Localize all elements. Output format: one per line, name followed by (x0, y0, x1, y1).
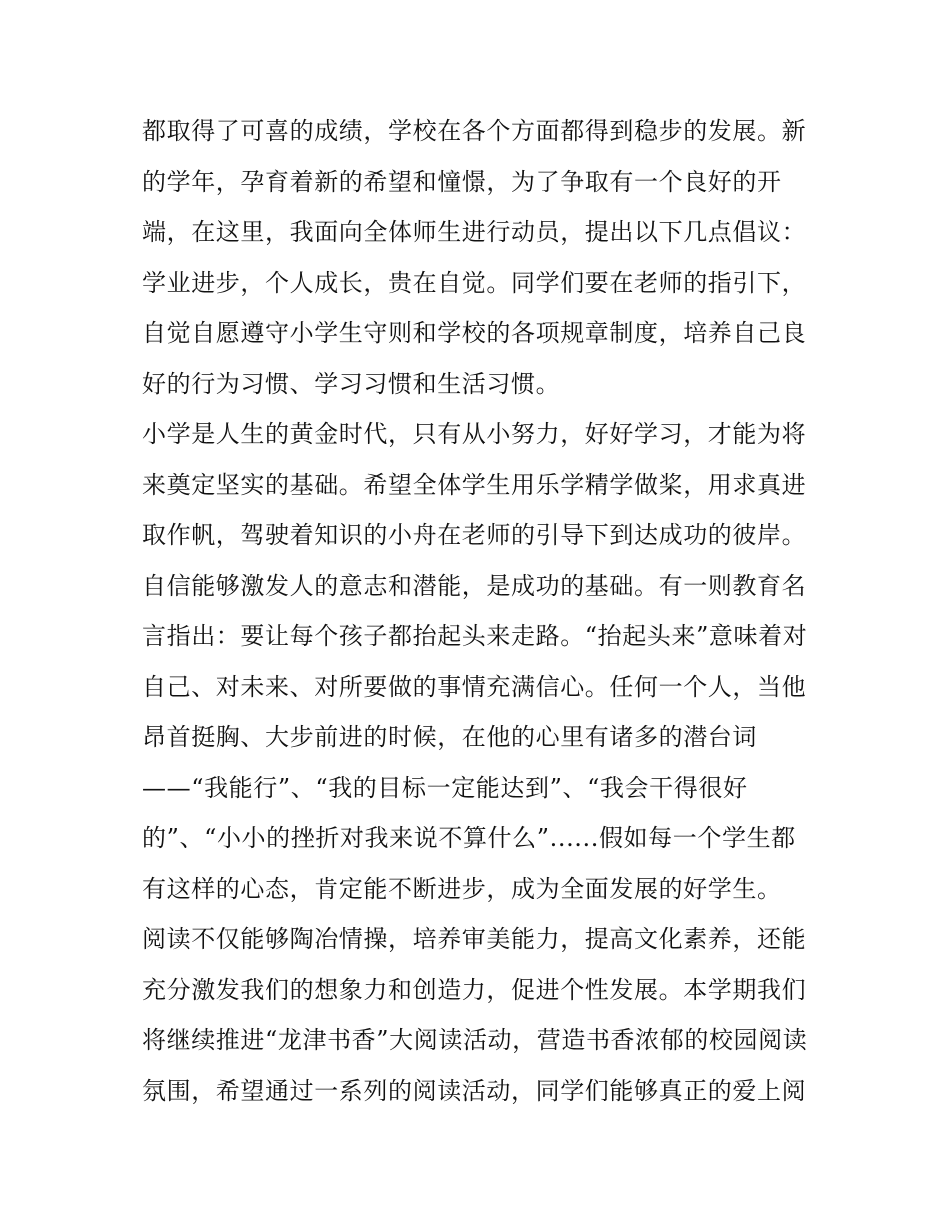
text-line: 自信能够激发人的意志和潜能，是成功的基础。有一则教育名 (142, 571, 807, 600)
text-line: 自己、对未来、对所要做的事情充满信心。任何一个人，当他 (142, 672, 807, 701)
text-line: 氛围，希望通过一系列的阅读活动，同学们能够真正的爱上阅 (142, 1076, 807, 1105)
text-line: 言指出：要让每个孩子都抬起头来走路。“抬起头来”意味着对 (142, 622, 808, 650)
text-line: 的”、“小小的挫折对我来说不算什么”......假如每一个学生都 (142, 824, 796, 852)
text-line: 都取得了可喜的成绩，学校在各个方面都得到稳步的发展。新 (142, 117, 807, 145)
text-line: 昂首挺胸、大步前进的时候，在他的心里有诸多的潜台词 (142, 723, 757, 751)
text-line: 取作帆，驾驶着知识的小舟在老师的引导下到达成功的彼岸。 (142, 521, 807, 549)
text-line: 的学年，孕育着新的希望和憧憬，为了争取有一个良好的开 (142, 167, 782, 196)
text-line: 将继续推进“龙津书香”大阅读活动，营造书香浓郁的校园阅读 (142, 1026, 808, 1054)
text-line: 自觉自愿遵守小学生守则和学校的各项规章制度，培养自己良 (142, 319, 807, 347)
text-line: 学业进步，个人成长，贵在自觉。同学们要在老师的指引下， (142, 268, 807, 297)
text-line: ——“我能行”、“我的目标一定能达到”、“我会干得很好 (142, 773, 748, 802)
text-line: 来奠定坚实的基础。希望全体学生用乐学精学做桨，用求真进 (142, 470, 807, 499)
text-line: 小学是人生的黄金时代，只有从小努力，好好学习，才能为将 (142, 420, 807, 448)
text-line: 充分激发我们的想象力和创造力，促进个性发展。本学期我们 (142, 975, 807, 1004)
text-line: 阅读不仅能够陶冶情操，培养审美能力，提高文化素养，还能 (142, 925, 807, 953)
text-line: 端，在这里，我面向全体师生进行动员，提出以下几点倡议： (142, 218, 807, 246)
text-line: 有这样的心态，肯定能不断进步，成为全面发展的好学生。 (142, 874, 782, 903)
text-line: 好的行为习惯、学习习惯和生活习惯。 (142, 369, 561, 398)
body-text (142, 106, 822, 1116)
